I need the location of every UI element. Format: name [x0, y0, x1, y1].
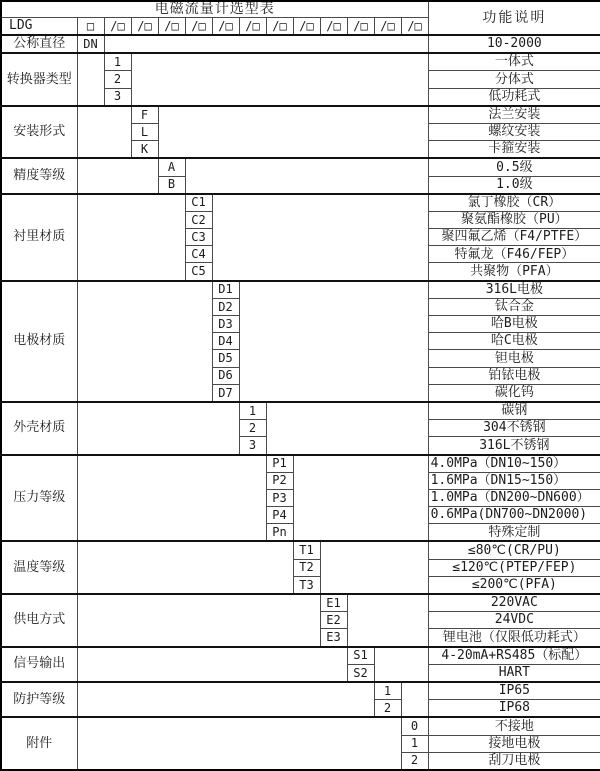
category-label: 防护等级 — [1, 682, 77, 717]
option-code-cell: T2 — [293, 559, 320, 576]
option-desc-cell: 304不锈钢 — [428, 420, 600, 437]
page-title: 电磁流量计选型表 — [1, 1, 428, 18]
option-code-cell: 2 — [374, 700, 401, 718]
option-desc-cell: 一体式 — [428, 53, 600, 71]
option-placeholder-box: /□ — [401, 18, 428, 36]
option-code-cell: C4 — [185, 246, 212, 263]
category-label: 安装形式 — [1, 106, 77, 159]
category-label: 公称直径 — [1, 35, 77, 53]
option-code-cell: S1 — [347, 647, 374, 665]
option-row — [1, 455, 600, 473]
option-desc-cell: IP65 — [428, 682, 600, 700]
spacer-cell — [131, 53, 428, 106]
option-placeholder-box: /□ — [266, 18, 293, 36]
option-placeholder-box: /□ — [131, 18, 158, 36]
option-code-cell: C3 — [185, 229, 212, 246]
spacer-cell — [374, 647, 428, 682]
option-code-cell: T1 — [293, 541, 320, 559]
spacer-cell — [185, 158, 428, 193]
option-desc-cell: 4.0MPa（DN10~150） — [428, 455, 600, 473]
option-desc-cell: 碳钢 — [428, 402, 600, 420]
spacer-cell — [77, 53, 104, 106]
option-desc-cell: 卡箍安装 — [428, 141, 600, 159]
option-code-cell: B — [158, 176, 185, 194]
option-row — [1, 402, 600, 420]
spacer-cell — [266, 402, 428, 455]
spacer-cell — [77, 647, 347, 682]
option-row — [1, 541, 600, 559]
spacer-cell — [77, 194, 185, 281]
option-desc-cell: 4-20mA+RS485（标配） — [428, 647, 600, 665]
option-placeholder-box: /□ — [374, 18, 401, 36]
option-desc-cell: 接地电极 — [428, 735, 600, 752]
option-desc-cell: 1.0MPa（DN200~DN600） — [428, 489, 600, 506]
option-code-cell: 2 — [239, 420, 266, 437]
option-code-cell: D6 — [212, 367, 239, 384]
option-desc-cell: 法兰安装 — [428, 106, 600, 124]
option-desc-cell: 1.0级 — [428, 176, 600, 194]
option-desc-cell: 0.5级 — [428, 158, 600, 176]
option-code-cell: E3 — [320, 629, 347, 647]
option-desc-cell: 氯丁橡胶（CR） — [428, 194, 600, 212]
category-label: 外壳材质 — [1, 402, 77, 455]
option-code-cell: A — [158, 158, 185, 176]
option-desc-cell: IP68 — [428, 700, 600, 718]
option-desc-cell: 1.6MPa（DN15~150） — [428, 472, 600, 489]
option-code-cell: P2 — [266, 472, 293, 489]
spacer-cell — [77, 281, 212, 402]
option-placeholder-box: /□ — [158, 18, 185, 36]
option-desc-cell: 共聚物（PFA） — [428, 263, 600, 281]
option-desc-cell: 螺纹安装 — [428, 123, 600, 140]
dn-code-cell: DN — [77, 35, 104, 53]
option-code-cell: P3 — [266, 489, 293, 506]
option-placeholder-box: /□ — [293, 18, 320, 36]
spacer-cell — [77, 682, 374, 717]
option-desc-cell: 钽电极 — [428, 350, 600, 367]
option-desc-cell: 316L电极 — [428, 281, 600, 299]
spacer-cell — [320, 541, 428, 594]
option-code-cell: D2 — [212, 298, 239, 315]
spacer-cell — [293, 455, 428, 542]
option-desc-cell: 特殊定制 — [428, 524, 600, 542]
category-label: 转换器类型 — [1, 53, 77, 106]
option-code-cell: C2 — [185, 211, 212, 228]
option-code-cell: F — [131, 106, 158, 124]
dn-placeholder-box: □ — [77, 18, 104, 36]
option-code-cell: D3 — [212, 316, 239, 333]
option-code-cell: D5 — [212, 350, 239, 367]
option-desc-cell: 220VAC — [428, 594, 600, 612]
spacer-cell — [158, 106, 428, 159]
option-placeholder-box: /□ — [212, 18, 239, 36]
option-desc-cell: 特氟龙（F46/FEP） — [428, 246, 600, 263]
option-code-cell: D4 — [212, 333, 239, 350]
category-label: 压力等级 — [1, 455, 77, 542]
option-row — [1, 717, 600, 735]
option-desc-cell: 铂铱电极 — [428, 367, 600, 384]
option-code-cell: K — [131, 141, 158, 159]
spacer-cell — [347, 594, 428, 647]
option-code-cell: 3 — [239, 437, 266, 455]
option-code-cell: S2 — [347, 664, 374, 682]
model-prefix-label: LDG — [1, 18, 77, 36]
option-desc-cell: 316L不锈钢 — [428, 437, 600, 455]
option-desc-cell: HART — [428, 664, 600, 682]
option-code-cell: Pn — [266, 524, 293, 542]
option-row — [1, 594, 600, 612]
option-placeholder-box: /□ — [185, 18, 212, 36]
option-row — [1, 53, 600, 71]
option-desc-cell: 哈C电极 — [428, 333, 600, 350]
spacer-cell — [77, 717, 401, 770]
option-placeholder-box: /□ — [347, 18, 374, 36]
spacer-cell — [77, 455, 266, 542]
spacer-cell — [77, 402, 239, 455]
option-code-cell: 2 — [401, 752, 428, 770]
option-row — [1, 194, 600, 212]
option-code-cell: L — [131, 123, 158, 140]
spacer-cell — [401, 682, 428, 717]
option-row — [1, 647, 600, 665]
option-desc-cell: 聚四氟乙烯（F4/PTFE） — [428, 229, 600, 246]
option-desc-cell: 24VDC — [428, 612, 600, 629]
option-desc-cell: 分体式 — [428, 71, 600, 88]
option-code-cell: P4 — [266, 507, 293, 524]
option-desc-cell: 碳化钨 — [428, 384, 600, 402]
category-label: 附件 — [1, 717, 77, 770]
option-code-cell: E1 — [320, 594, 347, 612]
option-desc-cell: 聚氨酯橡胶（PU） — [428, 211, 600, 228]
category-label: 信号输出 — [1, 647, 77, 682]
option-row — [1, 158, 600, 176]
option-code-cell: 1 — [401, 735, 428, 752]
option-desc-cell: ≤120℃(PTEP/FEP) — [428, 559, 600, 576]
option-desc-cell: 钛合金 — [428, 298, 600, 315]
option-code-cell: 1 — [374, 682, 401, 700]
option-desc-cell: 刮刀电极 — [428, 752, 600, 770]
title-row — [1, 1, 600, 18]
option-code-cell: 1 — [239, 402, 266, 420]
option-code-cell: C5 — [185, 263, 212, 281]
nominal-diameter-row — [1, 35, 600, 53]
spacer-cell — [77, 158, 158, 193]
option-desc-cell: 哈B电极 — [428, 316, 600, 333]
category-label: 衬里材质 — [1, 194, 77, 281]
category-label: 精度等级 — [1, 158, 77, 193]
category-label: 电极材质 — [1, 281, 77, 402]
option-code-cell: T3 — [293, 576, 320, 594]
option-desc-cell: ≤200℃(PFA) — [428, 576, 600, 594]
option-code-cell: P1 — [266, 455, 293, 473]
option-code-cell: 2 — [104, 71, 131, 88]
option-desc-cell: 10-2000 — [428, 35, 600, 53]
option-desc-cell: ≤80℃(CR/PU) — [428, 541, 600, 559]
option-row — [1, 682, 600, 700]
option-code-cell: D7 — [212, 384, 239, 402]
spacer-cell — [77, 541, 293, 594]
category-label: 供电方式 — [1, 594, 77, 647]
option-code-cell: 3 — [104, 88, 131, 106]
option-row — [1, 106, 600, 124]
option-placeholder-box: /□ — [104, 18, 131, 36]
category-label: 温度等级 — [1, 541, 77, 594]
spacer-cell — [77, 594, 320, 647]
option-code-cell: 0 — [401, 717, 428, 735]
option-code-cell: E2 — [320, 612, 347, 629]
spacer-cell — [104, 35, 428, 53]
option-desc-cell: 锂电池（仅限低功耗式） — [428, 629, 600, 647]
option-row — [1, 281, 600, 299]
option-code-cell: D1 — [212, 281, 239, 299]
option-placeholder-box: /□ — [239, 18, 266, 36]
spacer-cell — [212, 194, 428, 281]
option-desc-cell: 不接地 — [428, 717, 600, 735]
option-desc-cell: 0.6MPa(DN700~DN2000) — [428, 507, 600, 524]
option-placeholder-box: /□ — [320, 18, 347, 36]
function-description-header: 功能说明 — [428, 1, 600, 35]
spacer-cell — [77, 106, 131, 159]
option-code-cell: 1 — [104, 53, 131, 71]
option-desc-cell: 低功耗式 — [428, 88, 600, 106]
spacer-cell — [239, 281, 428, 402]
option-code-cell: C1 — [185, 194, 212, 212]
